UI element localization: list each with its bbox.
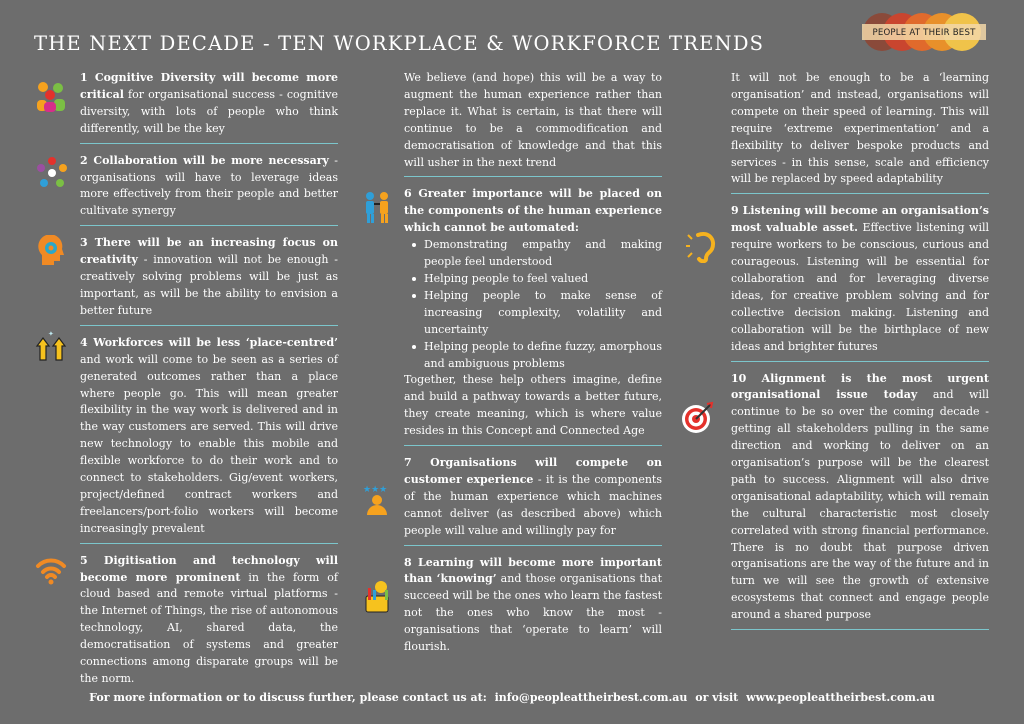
helping-people-icon: [360, 190, 394, 224]
list-item: Helping people to define fuzzy, amorphous and ambiguous problems: [424, 339, 662, 373]
trend-3-body: - innovation will not be enough - creatively solving problems will be just as important, as will be the ability to envision a better future: [80, 253, 338, 317]
trend-2-heading: 2 Collaboration will be more necessary: [80, 153, 329, 167]
trend-6: [404, 186, 662, 440]
page-title: THE NEXT DECADE - TEN WORKPLACE & WORKFORCE TRENDS: [34, 32, 765, 55]
trend-5-heading: 5 Digitisation and technology will become more prominent: [80, 553, 338, 584]
footer-contact: [0, 691, 1024, 704]
svg-text:✦: ✦: [48, 330, 54, 338]
people-group-icon: [34, 78, 68, 112]
trend-4: [80, 335, 338, 538]
wifi-icon: [34, 552, 68, 586]
customer-rating-icon: [360, 482, 394, 516]
trend-8-heading: 8 Learning will become more important than ‘knowing’: [404, 555, 662, 586]
svg-text:★★★: ★★★: [363, 485, 388, 495]
list-item: Helping people to feel valued: [424, 271, 662, 288]
trend-4-body: and work will come to be seen as a series of generated outcomes rather than a place where people go. This will mean greater flexibility in the way work is delivered and in the way customers are served. This will drive new technology to enable this mobile and flexible workforce to do their work and to connect to stakeholders. Gig/event workers, project/defined contract workers and freelancers/port-folio workers will become increasingly prevalent: [80, 352, 338, 535]
trend-6-body: Together, these help others imagine, define and build a pathway towards a better future, they create meaning, which is where value resides in this Concept and Connected Age: [404, 373, 662, 438]
trend-8-continued: It will not be enough to be a ‘learning organisation’ and instead, organisations will compete on their speed of learning. This will require ‘extreme experimentation’ and a flexibility to deliver bespoke products and services - in this sense, scale and efficiency will be replaced by speed adaptability: [731, 71, 989, 186]
learning-tools-icon: [360, 580, 394, 614]
divider: [80, 325, 338, 326]
trend-2: [80, 153, 338, 221]
website-link[interactable]: www.peopleattheirbest.com.au: [746, 691, 935, 704]
trend-9-body: Effective listening will require workers to be conscious, curious and courageous. Listening will be essential for collaboration and for leveraging diverse ideas, for creative problem solving and for collective decision making. Listening and collaboration will be the birthplace of new ideas and brighter futures: [731, 221, 989, 353]
target-icon: [680, 401, 714, 435]
trend-4-heading: 4 Workforces will be less ‘place-centred’: [80, 335, 338, 349]
divider: [731, 629, 989, 630]
trend-1-body: for organisational success - cognitive diversity, with lots of people who think differently, will be the key: [80, 87, 338, 135]
trend-1-heading: 1 Cognitive Diversity will become more critical: [80, 71, 338, 101]
footer-lead: For more information or to discuss further, please contact us at:: [89, 691, 487, 704]
list-item: Helping people to make sense of increasing complexity, volatility and uncertainty: [424, 288, 662, 339]
trend-7-body: - it is the components of the human experience which machines cannot deliver (as described above) which people will value and willingly pay for: [404, 472, 662, 537]
divider: [731, 193, 989, 194]
trend-10-heading: 10 Alignment is the most urgent organisational issue today: [731, 371, 989, 402]
collaboration-icon: [35, 156, 69, 190]
trend-10-body: and will continue to be so over the coming decade - getting all stakeholders pulling in the same direction and working to deliver on an organisation’s purpose will be the clearest path to success. Alignment will also drive organisational adaptability, which will remain the cultural characteristic most closely correlated with strong financial performance. There is no doubt that purpose driven organisations are the way of the future and in turn we will see the growth of extensive ecosystems that connect and engage people around a shared purpose: [731, 388, 989, 622]
trend-1: [80, 70, 338, 138]
trend-7-heading: 7 Organisations will compete on customer experience: [404, 456, 662, 486]
trend-9: [731, 203, 989, 355]
trend-3-heading: 3 There will be an increasing focus on creativity: [80, 236, 338, 267]
trend-9-heading: 9 Listening will become an organisation’s most valuable asset.: [731, 204, 989, 235]
divider: [731, 361, 989, 362]
divider: [80, 143, 338, 144]
list-item: Demonstrating empathy and making people feel understood: [424, 237, 662, 271]
trend-2-body: - organisations will have to leverage ideas more effectively from their people and better cultivate synergy: [80, 153, 338, 218]
trend-8-body: and those organisations that succeed will be the ones who learn the fastest not the ones who know the most - organisations that ‘operate to learn’ will flourish.: [404, 572, 662, 654]
column-2: [404, 70, 662, 656]
trend-5: [80, 553, 338, 688]
column-3: [731, 70, 989, 639]
trend-5-body: in the form of cloud based and remote virtual platforms - the Internet of Things, the rise of autonomous technology, AI, shared data, the democratisation of systems and greater connections among disparate groups will be the norm.: [80, 570, 338, 685]
trend-6-heading: 6 Greater importance will be placed on the components of the human experience which cannot be automated:: [404, 187, 662, 235]
listening-ear-icon: [686, 229, 720, 263]
divider: [404, 445, 662, 446]
trend-10: [731, 371, 989, 625]
trend-7: [404, 455, 662, 540]
divider: [80, 225, 338, 226]
trend-6-bullets: [404, 237, 662, 372]
email-link[interactable]: info@peopleattheirbest.com.au: [494, 691, 688, 704]
trend-3: [80, 235, 338, 320]
divider: [80, 543, 338, 544]
directions-arrows-icon: [34, 328, 68, 362]
creative-head-icon: [34, 235, 68, 269]
company-logo: [862, 10, 986, 54]
trend-8: [404, 555, 662, 656]
trend-5-continued: We believe (and hope) this will be a way to augment the human experience rather than replace it. What is certain, is that there will continue to be a commodification and democratisation of knowledge and that this will usher in the next trend: [404, 71, 662, 169]
divider: [404, 545, 662, 546]
divider: [404, 176, 662, 177]
footer-connector: or visit: [695, 691, 739, 704]
column-1: [80, 70, 338, 688]
logo-text: PEOPLE AT THEIR BEST: [872, 28, 976, 38]
